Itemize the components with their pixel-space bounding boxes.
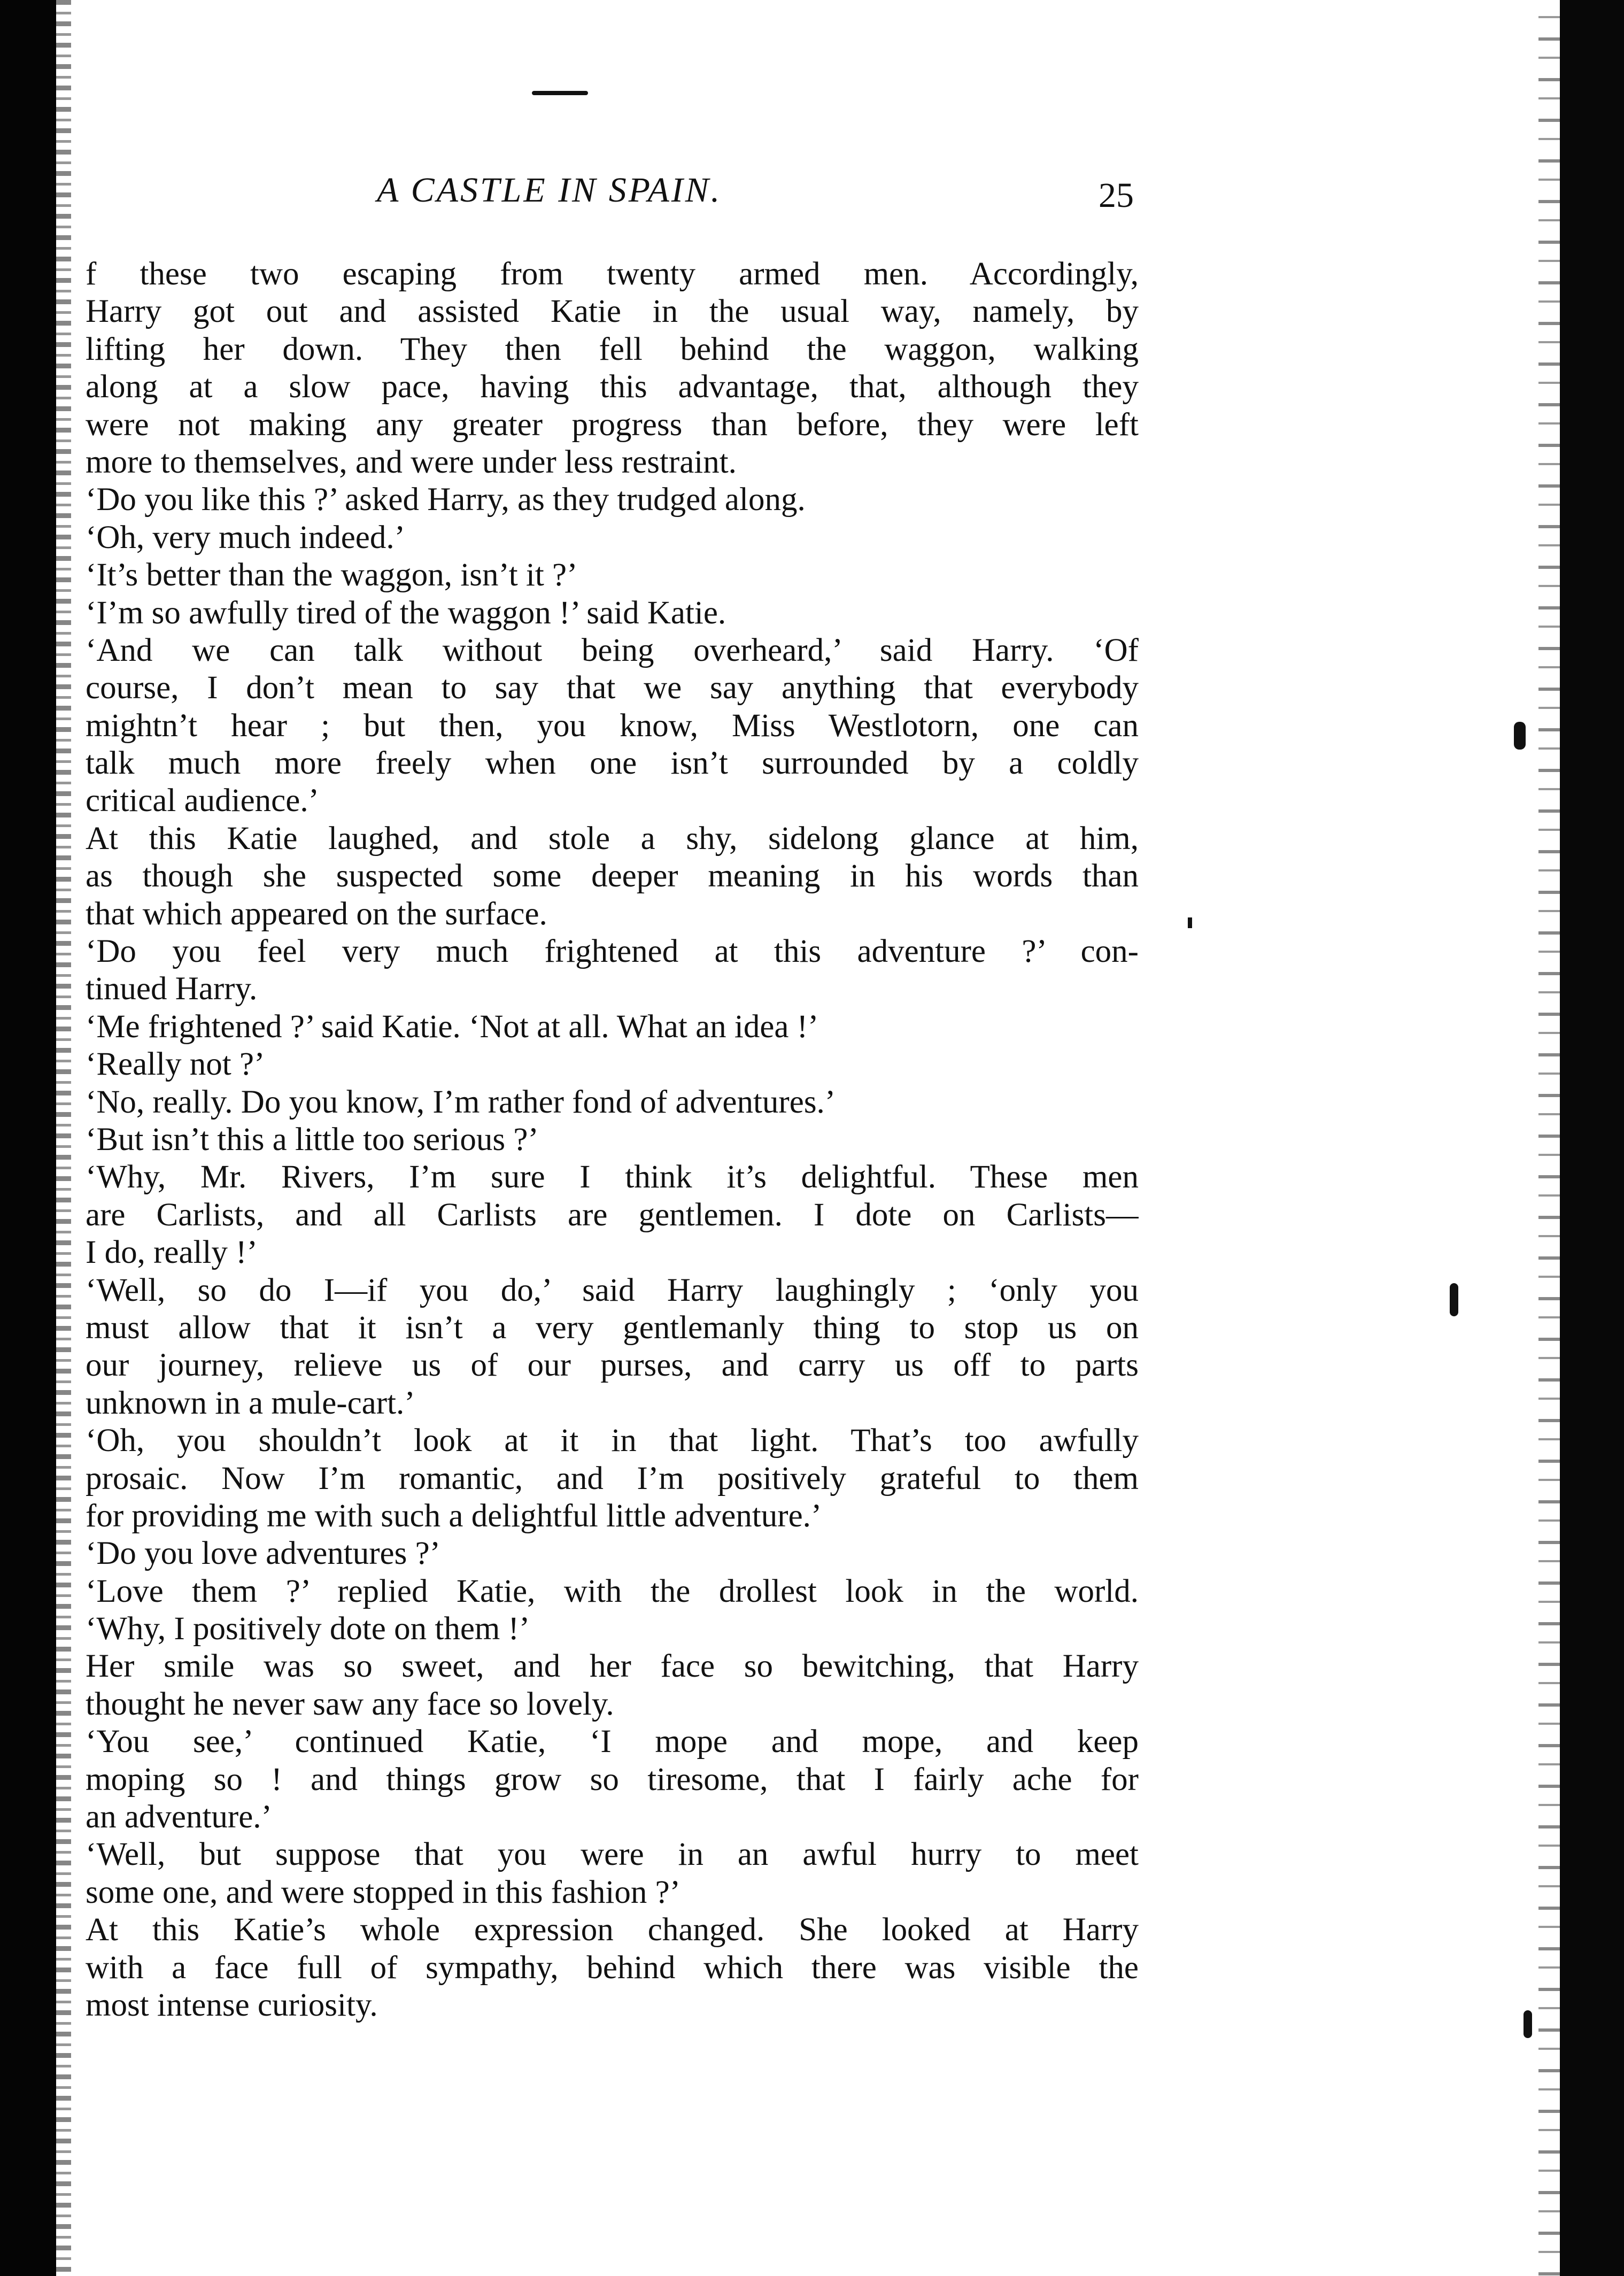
scan-border-left-fray: [56, 0, 71, 2276]
text-line: for providing me with such a delightful little adventure.’: [86, 1498, 822, 1534]
text-line: ‘You see,’ continued Katie, ‘I mope and mope, and keep: [86, 1724, 1139, 1760]
text-line: ‘Really not ?’: [86, 1046, 265, 1083]
text-line: course, I don’t mean to say that we say anything that everybody: [86, 670, 1139, 706]
text-line: ‘Why, I positively dote on them !’: [86, 1611, 530, 1647]
text-line: more to themselves, and were under less restraint.: [86, 444, 737, 480]
text-line: ‘But isn’t this a little too serious ?’: [86, 1121, 539, 1158]
text-line: an adventure.’: [86, 1799, 272, 1835]
text-line: I do, really !’: [86, 1235, 258, 1271]
text-line: must allow that it isn’t a very gentlemanly thing to stop us on: [86, 1309, 1139, 1346]
text-line: prosaic. Now I’m romantic, and I’m positively grateful to them: [86, 1460, 1139, 1496]
text-line: ‘No, really. Do you know, I’m rather fond of adventures.’: [86, 1084, 836, 1120]
text-line: ‘I’m so awfully tired of the waggon !’ said Katie.: [86, 595, 726, 631]
page-number: 25: [1099, 176, 1134, 215]
text-line: ‘Do you feel very much frightened at this adventure ?’ con-: [86, 933, 1139, 970]
scan-mark: [532, 91, 588, 95]
text-line: f these two escaping from twenty armed men. Accordingly,: [86, 256, 1139, 292]
text-line: that which appeared on the surface.: [86, 896, 547, 932]
text-line: At this Katie laughed, and stole a shy, sidelong glance at him,: [86, 820, 1139, 857]
text-line: ‘Why, Mr. Rivers, I’m sure I think it’s delightful. These men: [86, 1159, 1139, 1195]
text-line: ‘Well, but suppose that you were in an awful hurry to meet: [86, 1837, 1139, 1873]
scan-border-right: [1560, 0, 1624, 2276]
text-line: tinued Harry.: [86, 971, 258, 1007]
text-line: some one, and were stopped in this fashion ?’: [86, 1874, 680, 1910]
running-head: [0, 170, 1624, 229]
text-line: ‘Love them ?’ replied Katie, with the drollest look in the world.: [86, 1573, 1139, 1609]
text-line: unknown in a mule-cart.’: [86, 1385, 415, 1421]
text-line: most intense curiosity.: [86, 1987, 378, 2023]
text-line: ‘Do you love adventures ?’: [86, 1536, 441, 1572]
body-text: [86, 256, 1139, 2024]
text-line: talk much more freely when one isn’t surrounded by a coldly: [86, 745, 1139, 782]
text-line: ‘And we can talk without being overheard,’ said Harry. ‘Of: [86, 632, 1139, 668]
page-title: A CASTLE IN SPAIN.: [377, 171, 722, 210]
text-line: with a face full of sympathy, behind which there was visible the: [86, 1949, 1139, 1986]
text-line: are Carlists, and all Carlists are gentlemen. I dote on Carlists—: [86, 1197, 1139, 1233]
scan-mark: [1524, 2010, 1532, 2038]
scan-border-left: [0, 0, 56, 2276]
scan-border-right-fray: [1538, 0, 1560, 2276]
text-line: ‘Do you like this ?’ asked Harry, as they trudged along.: [86, 482, 806, 518]
text-line: ‘Oh, you shouldn’t look at it in that light. That’s too awfully: [86, 1423, 1139, 1459]
scan-mark: [1450, 1283, 1458, 1316]
text-line: ‘Well, so do I—if you do,’ said Harry laughingly ; ‘only you: [86, 1272, 1139, 1308]
text-line: ‘Me frightened ?’ said Katie. ‘Not at all. What an idea !’: [86, 1008, 819, 1045]
text-line: were not making any greater progress than before, they were left: [86, 406, 1139, 443]
scan-mark: [1514, 722, 1526, 750]
text-line: our journey, relieve us of our purses, and carry us off to parts: [86, 1347, 1139, 1384]
text-line: Harry got out and assisted Katie in the usual way, namely, by: [86, 294, 1139, 330]
text-line: thought he never saw any face so lovely.: [86, 1686, 614, 1722]
text-line: Her smile was so sweet, and her face so bewitching, that Harry: [86, 1648, 1139, 1685]
text-line: mightn’t hear ; but then, you know, Miss Westlotorn, one can: [86, 707, 1139, 744]
text-line: lifting her down. They then fell behind the waggon, walking: [86, 331, 1139, 367]
text-line: as though she suspected some deeper meaning in his words than: [86, 858, 1139, 894]
text-line: At this Katie’s whole expression changed. She looked at Harry: [86, 1912, 1139, 1948]
scan-mark: [1188, 917, 1192, 928]
text-line: critical audience.’: [86, 783, 319, 819]
text-line: ‘It’s better than the waggon, isn’t it ?’: [86, 557, 578, 593]
text-line: moping so ! and things grow so tiresome, that I fairly ache for: [86, 1761, 1139, 1797]
text-line: along at a slow pace, having this advantage, that, although they: [86, 369, 1139, 405]
text-line: ‘Oh, very much indeed.’: [86, 519, 405, 556]
